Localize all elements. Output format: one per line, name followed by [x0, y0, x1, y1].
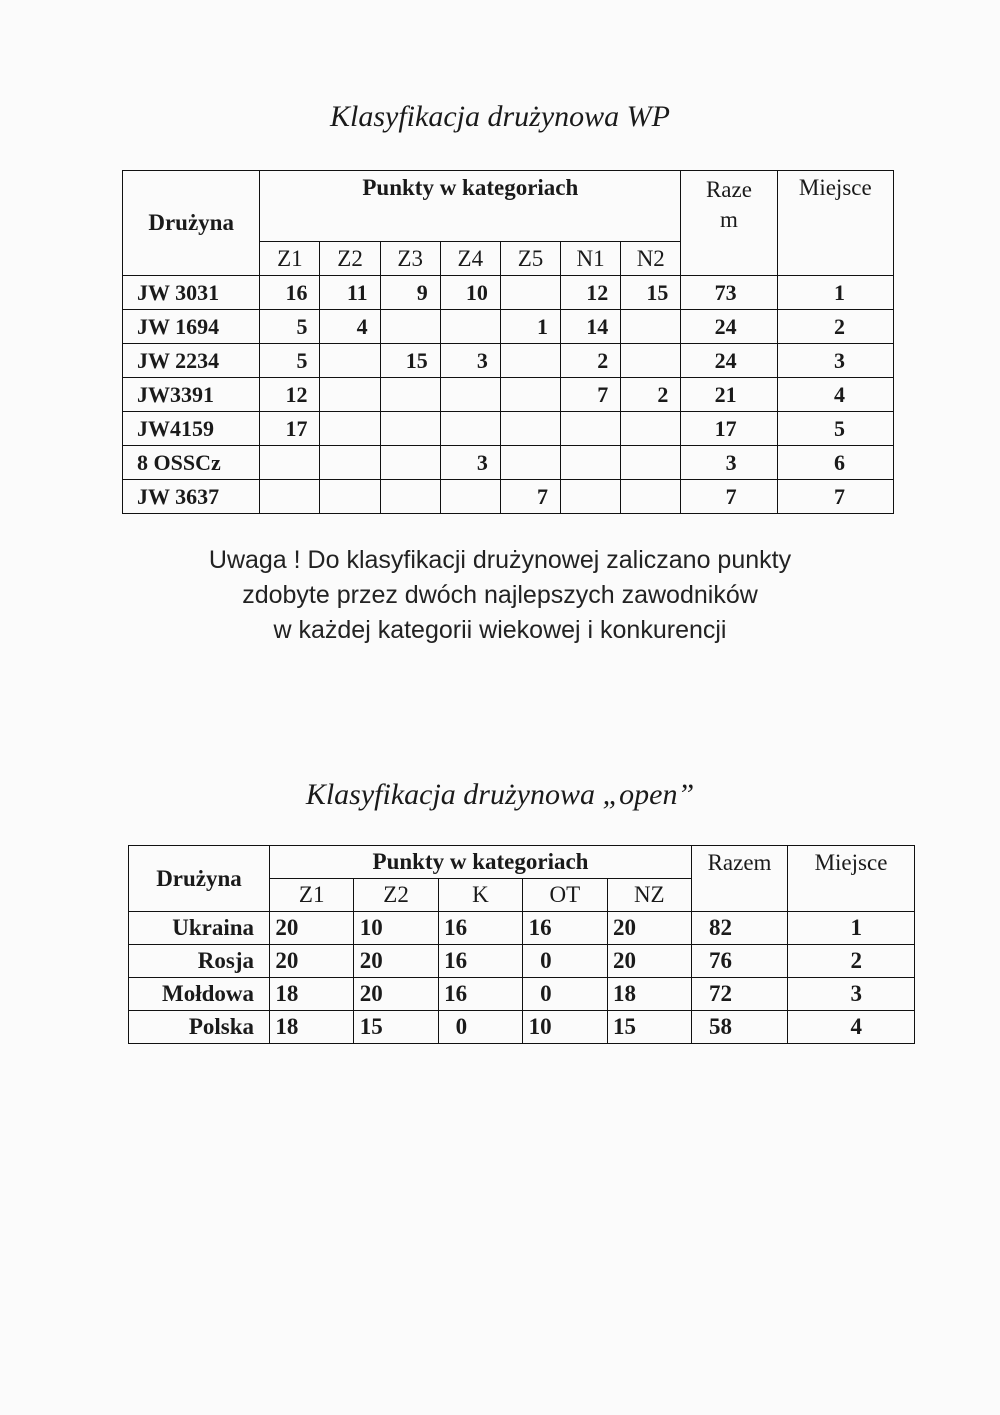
table-row — [129, 978, 915, 1011]
points-header: Punkty w kategoriach — [270, 846, 692, 879]
score-cell: 16 — [438, 978, 522, 1011]
place-cell: 1 — [777, 276, 893, 310]
score-cell: 20 — [607, 945, 691, 978]
place-header: Miejsce — [788, 846, 915, 912]
total-cell: 24 — [681, 344, 777, 378]
category-header: NZ — [607, 879, 691, 912]
total-cell: 7 — [681, 480, 777, 514]
score-cell: 20 — [607, 912, 691, 945]
category-header: Z2 — [354, 879, 438, 912]
note-line: zdobyte przez dwóch najlepszych zawodników — [242, 581, 758, 609]
score-cell: 16 — [260, 276, 320, 310]
score-cell: 16 — [438, 912, 522, 945]
score-cell: 15 — [354, 1011, 438, 1044]
place-cell: 6 — [777, 446, 893, 480]
score-cell: 10 — [354, 912, 438, 945]
score-cell: 11 — [320, 276, 380, 310]
open-classification-table — [128, 845, 915, 1044]
team-cell: JW 3031 — [123, 276, 260, 310]
team-cell: Polska — [129, 1011, 270, 1044]
score-cell: 0 — [438, 1011, 522, 1044]
score-cell — [561, 446, 621, 480]
score-cell — [500, 344, 560, 378]
category-header: N2 — [621, 242, 681, 276]
total-header: Raze m — [681, 171, 777, 276]
score-cell: 10 — [523, 1011, 607, 1044]
score-cell — [380, 480, 440, 514]
place-cell: 7 — [777, 480, 893, 514]
score-cell: 12 — [260, 378, 320, 412]
score-cell — [500, 446, 560, 480]
total-cell: 76 — [692, 945, 788, 978]
category-header: Z3 — [380, 242, 440, 276]
score-cell — [440, 378, 500, 412]
score-cell — [440, 310, 500, 344]
score-cell: 20 — [354, 978, 438, 1011]
score-cell: 2 — [561, 344, 621, 378]
team-cell: JW3391 — [123, 378, 260, 412]
score-cell: 3 — [440, 344, 500, 378]
place-cell: 3 — [788, 978, 915, 1011]
score-cell — [440, 480, 500, 514]
table-row — [123, 310, 894, 344]
score-cell: 10 — [440, 276, 500, 310]
score-cell — [380, 412, 440, 446]
place-cell: 4 — [777, 378, 893, 412]
open-classification-title: Klasyfikacja drużynowa „open” — [305, 778, 695, 811]
score-cell: 12 — [561, 276, 621, 310]
score-cell: 20 — [270, 912, 354, 945]
score-cell: 16 — [523, 912, 607, 945]
score-cell — [500, 412, 560, 446]
team-cell: JW 3637 — [123, 480, 260, 514]
table-row — [123, 412, 894, 446]
place-cell: 5 — [777, 412, 893, 446]
score-cell — [621, 344, 681, 378]
team-cell: 8 OSSCz — [123, 446, 260, 480]
score-cell — [320, 378, 380, 412]
score-cell — [621, 480, 681, 514]
header-row — [129, 846, 915, 879]
table-row — [123, 446, 894, 480]
team-cell: Ukraina — [129, 912, 270, 945]
total-header: Razem — [692, 846, 788, 912]
score-cell — [320, 446, 380, 480]
score-cell — [260, 446, 320, 480]
score-cell: 2 — [621, 378, 681, 412]
score-cell — [561, 480, 621, 514]
note-line: w każdej kategorii wiekowej i konkurencji — [273, 616, 727, 644]
place-cell: 2 — [777, 310, 893, 344]
score-cell — [260, 480, 320, 514]
wp-classification-title: Klasyfikacja drużynowa WP — [330, 100, 670, 133]
score-cell: 20 — [270, 945, 354, 978]
table-row — [123, 480, 894, 514]
score-cell — [320, 412, 380, 446]
table-row — [129, 945, 915, 978]
score-cell: 7 — [500, 480, 560, 514]
note-text — [0, 543, 1000, 648]
category-header: Z5 — [500, 242, 560, 276]
category-header: OT — [523, 879, 607, 912]
total-cell: 82 — [692, 912, 788, 945]
score-cell: 5 — [260, 310, 320, 344]
team-header: Drużyna — [123, 171, 260, 276]
score-cell — [500, 378, 560, 412]
points-header: Punkty w kategoriach — [260, 171, 681, 242]
score-cell: 18 — [270, 978, 354, 1011]
table-row — [123, 344, 894, 378]
score-cell — [500, 276, 560, 310]
score-cell: 0 — [523, 945, 607, 978]
score-cell — [380, 378, 440, 412]
place-cell: 4 — [788, 1011, 915, 1044]
score-cell — [320, 480, 380, 514]
score-cell: 15 — [621, 276, 681, 310]
score-cell — [320, 344, 380, 378]
score-cell: 15 — [380, 344, 440, 378]
score-cell: 9 — [380, 276, 440, 310]
score-cell: 4 — [320, 310, 380, 344]
total-cell: 24 — [681, 310, 777, 344]
score-cell: 1 — [500, 310, 560, 344]
score-cell — [621, 446, 681, 480]
place-cell: 2 — [788, 945, 915, 978]
category-header: Z4 — [440, 242, 500, 276]
score-cell — [380, 446, 440, 480]
score-cell: 16 — [438, 945, 522, 978]
score-cell: 5 — [260, 344, 320, 378]
score-cell: 18 — [607, 978, 691, 1011]
category-header: K — [438, 879, 522, 912]
team-header: Drużyna — [129, 846, 270, 912]
score-cell: 0 — [523, 978, 607, 1011]
total-cell: 21 — [681, 378, 777, 412]
table-row — [129, 912, 915, 945]
score-cell: 15 — [607, 1011, 691, 1044]
total-cell: 17 — [681, 412, 777, 446]
score-cell — [440, 412, 500, 446]
score-cell — [380, 310, 440, 344]
score-cell — [621, 310, 681, 344]
wp-classification-table — [122, 170, 894, 514]
team-cell: Rosja — [129, 945, 270, 978]
total-cell: 72 — [692, 978, 788, 1011]
table-row — [129, 1011, 915, 1044]
team-cell: JW 1694 — [123, 310, 260, 344]
category-header: Z1 — [260, 242, 320, 276]
header-row — [123, 171, 894, 242]
score-cell: 20 — [354, 945, 438, 978]
total-cell: 73 — [681, 276, 777, 310]
table-row — [123, 276, 894, 310]
category-header: Z1 — [270, 879, 354, 912]
place-cell: 3 — [777, 344, 893, 378]
place-header: Miejsce — [777, 171, 893, 276]
score-cell: 3 — [440, 446, 500, 480]
score-cell — [621, 412, 681, 446]
total-cell: 3 — [681, 446, 777, 480]
score-cell: 7 — [561, 378, 621, 412]
total-cell: 58 — [692, 1011, 788, 1044]
category-header: N1 — [561, 242, 621, 276]
category-header: Z2 — [320, 242, 380, 276]
team-cell: JW4159 — [123, 412, 260, 446]
place-cell: 1 — [788, 912, 915, 945]
team-cell: JW 2234 — [123, 344, 260, 378]
note-line: Uwaga ! Do klasyfikacji drużynowej zaliczano punkty — [208, 546, 792, 574]
score-cell: 14 — [561, 310, 621, 344]
score-cell: 18 — [270, 1011, 354, 1044]
table-row — [123, 378, 894, 412]
team-cell: Mołdowa — [129, 978, 270, 1011]
score-cell: 17 — [260, 412, 320, 446]
score-cell — [561, 412, 621, 446]
